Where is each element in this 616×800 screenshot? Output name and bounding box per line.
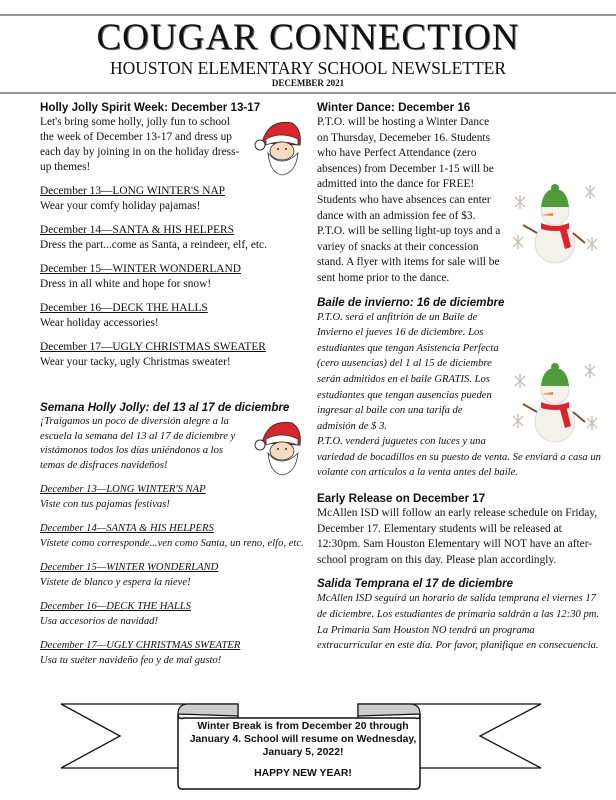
section-intro: ¡Traigamos un poco de diversión alegre a la escuela la semana del 13 al 17 de diciembre y vistámonos todos los días uniéndonos a los temas de disfraces navideños! <box>40 416 236 471</box>
theme-day-desc: Wear your tacky, ugly Christmas sweater! <box>40 356 231 368</box>
header-bottom-rule <box>0 92 616 94</box>
theme-day <box>40 521 312 551</box>
section-heading: Early Release on December 17 <box>317 492 486 506</box>
newsletter-date: DECEMBER 2021 <box>271 78 345 88</box>
theme-day-desc: Dress in all white and hope for snow! <box>40 278 212 290</box>
section-heading: Holly Jolly Spirit Week: December 13-17 <box>40 101 261 114</box>
spirit-week-en <box>40 100 312 370</box>
section-heading: Winter Dance: December 16 <box>317 101 471 114</box>
theme-day <box>40 482 312 512</box>
winter-break-notice <box>185 720 421 780</box>
theme-day <box>40 184 312 214</box>
newsletter-title: COUGAR CONNECTION <box>96 17 520 58</box>
winter-dance-es <box>317 295 602 482</box>
snowman-clipart-icon <box>507 177 602 271</box>
theme-day-desc: Usa accesorios de navidad! <box>40 616 158 627</box>
newsletter-subtitle: HOUSTON ELEMENTARY SCHOOL NEWSLETTER <box>109 58 507 78</box>
theme-day <box>40 262 312 292</box>
theme-day-desc: Viste con tus pajamas festivas! <box>40 499 170 510</box>
theme-day-title: December 16—DECK THE HALLS <box>40 302 208 314</box>
section-body: P.T.O. will be hosting a Winter Dance on Thursday, Decemeber 16. Students who have Perfect Attendance (zero absences) from December 1-15 will be admitted into the dance for FREE! Students who have absences can enter dance with an admission fee of $3. <box>317 116 494 222</box>
early-release-es <box>317 576 602 653</box>
section-heading: Salida Temprana el 17 de diciembre <box>317 577 514 591</box>
section-body: P.T.O. will be selling light-up toys and a variey of snacks at their concession stand. A flyer with items for sale will be sent home prior to the dance. <box>317 225 501 284</box>
theme-day-desc: Wear holiday accessories! <box>40 317 159 329</box>
section-intro: Let's bring some holly, jolly fun to school the week of December 13-17 and dress up each day by joining in on the holiday dress-up themes! <box>40 116 240 173</box>
theme-day-title: December 16—DECK THE HALLS <box>40 601 191 612</box>
theme-day <box>40 223 312 253</box>
theme-day <box>40 599 312 629</box>
theme-day-title: December 14—SANTA & HIS HELPERS <box>40 523 214 534</box>
santa-clipart-icon <box>250 115 312 182</box>
happy-new-year: HAPPY NEW YEAR! <box>254 768 352 779</box>
theme-day <box>40 301 312 331</box>
theme-day-desc: Wear your comfy holiday pajamas! <box>40 200 201 212</box>
section-heading: Semana Holly Jolly: del 13 al 17 de diciembre <box>40 401 290 414</box>
theme-day-title: December 13—LONG WINTER'S NAP <box>40 484 206 495</box>
section-body: McAllen ISD will follow an early release schedule on Friday, December 17. Elementary students will be released at 12:30pm. Sam Houston Elementary will NOT have an after-school program on this day. Please plan accordingly. <box>317 507 598 566</box>
spirit-week-es <box>40 400 312 668</box>
winter-break-dates: Winter Break is from December 20 through January 4. School will resume on Wednesday, January 5, 2022! <box>189 721 417 758</box>
section-heading: Baile de invierno: 16 de diciembre <box>317 295 505 309</box>
theme-day-title: December 15—WINTER WONDERLAND <box>40 562 219 573</box>
theme-day <box>40 340 312 370</box>
theme-day-title: December 17—UGLY CHRISTMAS SWEATER <box>40 640 241 651</box>
theme-day-title: December 15—WINTER WONDERLAND <box>40 263 241 275</box>
theme-day <box>40 638 312 668</box>
right-column <box>317 100 602 654</box>
theme-day-title: December 14—SANTA & HIS HELPERS <box>40 224 234 236</box>
section-body: P.T.O. será el anfitrión de un Baile de Invierno el jueves 16 de diciembre. Los estudiantes que tengan Asistencia Perfecta (cero ausencias) del 1 al 15 de diciembre serán admitidos en el baile GRATIS. Los estudiantes que tengan ausencias pueden ingresar al baile con una tarifa de admisión de $ 3. <box>317 311 499 432</box>
early-release-en <box>317 491 602 568</box>
theme-day-title: December 17—UGLY CHRISTMAS SWEATER <box>40 341 266 353</box>
theme-day-desc: Dress the part...come as Santa, a reindeer, elf, etc. <box>40 239 267 251</box>
header-top-rule <box>0 14 616 16</box>
theme-day-desc: Usa tu suéter navideño feo y de mal gusto! <box>40 655 222 666</box>
theme-day-desc: Vístete como corresponde...ven como Santa, un reno, elfo, etc. <box>40 538 304 549</box>
winter-dance-en <box>317 100 602 287</box>
section-body: McAllen ISD seguirá un horario de salida temprana el viernes 17 de diciembre. Los estudiantes de primaria saldrán a las 12:30 pm. La Primaria Sam Houston NO tendrá un programa extracurricular en este día. Por favor, planifique en consecuencia. <box>317 593 600 652</box>
theme-day-desc: Vístete de blanco y espera la nieve! <box>40 577 191 588</box>
section-body: P.T.O. venderá juguetes con luces y una variedad de bocadillos en su puesto de venta. Se enviará a casa un volante con artículos a la venta antes del baile. <box>317 436 601 479</box>
theme-day-title: December 13—LONG WINTER'S NAP <box>40 185 226 197</box>
theme-day <box>40 560 312 590</box>
santa-clipart-icon <box>250 415 312 482</box>
snowman-clipart-icon <box>507 356 602 450</box>
